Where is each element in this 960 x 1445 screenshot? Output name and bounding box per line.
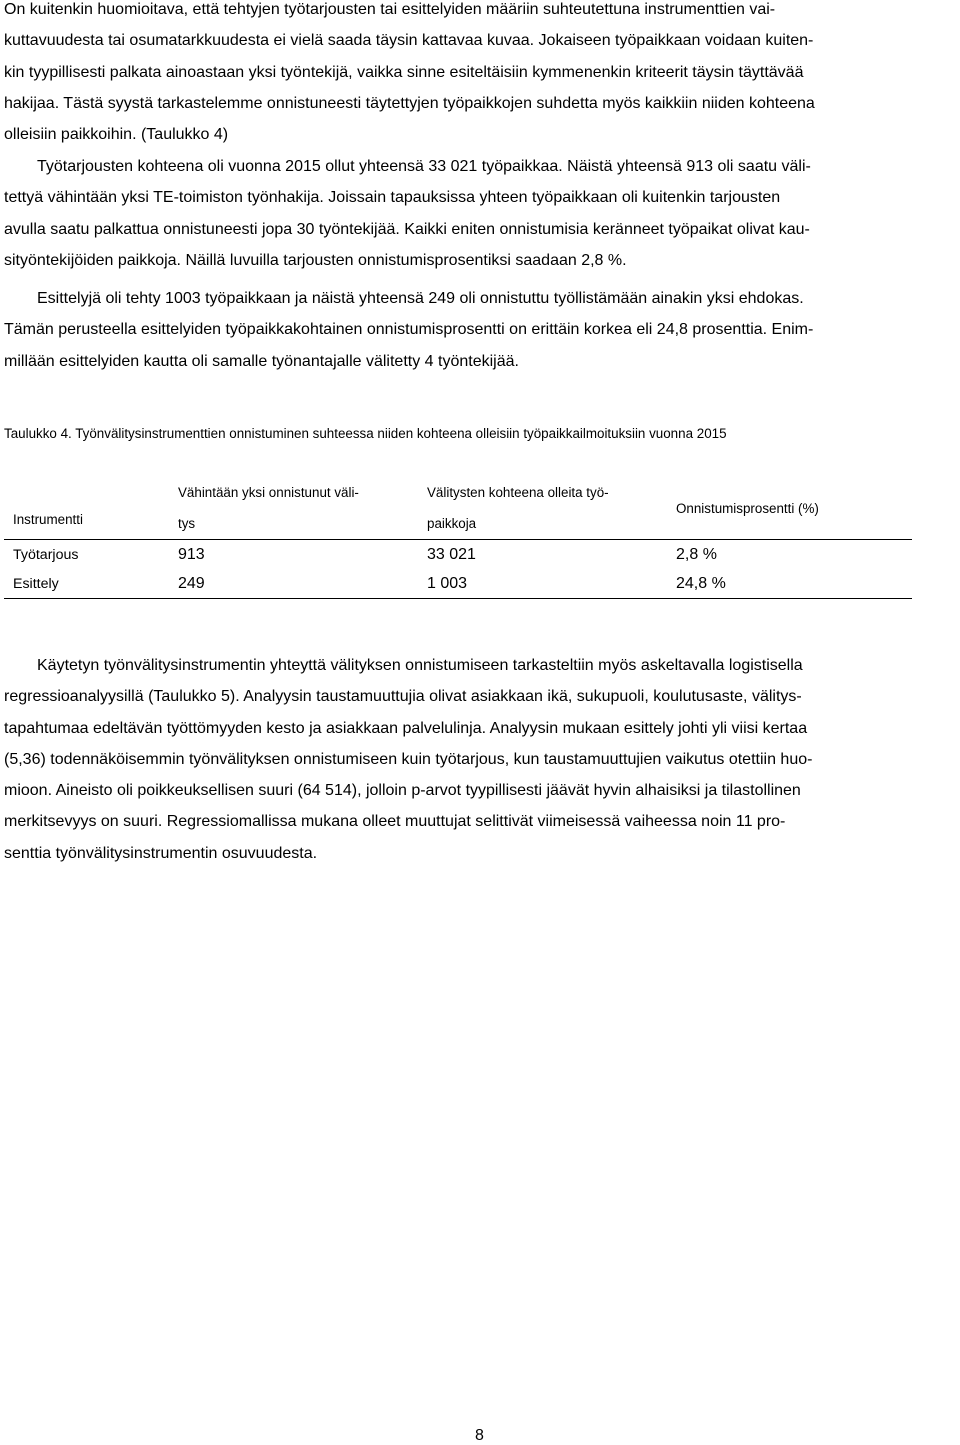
text-line: Esittelyjä oli tehty 1003 työpaikkaan ja näistä yhteensä 249 oli onnistuttu työllistämään ainakin yksi ehdokas.: [37, 290, 804, 307]
text-line: senttia työnvälitysinstrumentin osuvuudesta.: [4, 844, 318, 862]
table-header-row: [4, 477, 912, 540]
paragraph-job-offers: [4, 151, 956, 276]
text-line: avulla saatu palkattua onnistuneesti jopa 30 työntekijää. Kaikki eniten onnistumisia keränneet työpaikat olivat kau-: [4, 220, 810, 238]
cell-targets: 1 003: [418, 569, 667, 599]
text-line: olleisiin paikkoihin. (Taulukko 4): [4, 126, 229, 144]
text-line: merkitsevyys on suuri. Regressiomallissa mukana olleet muuttujat selittivät viimeisessä vaiheessa noin 11 pro-: [4, 813, 786, 831]
results-table: [4, 477, 912, 599]
column-header-percent: [667, 477, 912, 540]
text-line: tettyä vähintään yksi TE-toimiston työnhakija. Joissain tapauksissa yhteen työpaikkaan oli kuitenkin tarjousten: [4, 189, 781, 207]
cell-percent: 2,8 %: [676, 545, 717, 563]
column-header-label: Välitysten kohteena olleita työ-: [427, 485, 609, 500]
paragraph-presentations: [4, 283, 956, 377]
column-header-instrument: [4, 477, 169, 540]
text-line: Käytetyn työnvälitysinstrumentin yhteyttä välityksen onnistumiseen tarkasteltiin myös askeltavalla logistisella: [37, 657, 803, 674]
text-line: mioon. Aineisto oli poikkeuksellisen suuri (64 514), jolloin p-arvot tyypillisesti jäävät hyvin alhaisiksi ja tilastollinen: [4, 782, 801, 800]
text-line: regressioanalyysillä (Taulukko 5). Analyysin taustamuuttujia olivat asiakkaan ikä, sukupuoli, koulutusaste, välitys-: [4, 688, 802, 706]
cell-targets: 33 021: [427, 545, 476, 563]
text-line: tapahtumaa edeltävän työttömyyden kesto ja asiakkaan palvelulinja. Analyysin mukaan esittely johti yli viisi kertaa: [4, 719, 808, 737]
column-header-label: Vähintään yksi onnistunut väli-: [178, 485, 359, 500]
column-header-targets: [418, 477, 667, 540]
cell-instrument: Esittely: [4, 569, 169, 599]
text-line: Tämän perusteella esittelyiden työpaikkakohtainen onnistumisprosentti on erittäin korkea eli 24,8 prosenttia. Enim-: [4, 321, 814, 339]
text-line: kuttavuudesta tai osumatarkkuudesta ei vielä saada täysin kattavaa kuvaa. Jokaiseen työpaikkaan voidaan kuiten-: [4, 32, 814, 50]
text-line: hakijaa. Tästä syystä tarkastelemme onnistuneesti täytettyjen työpaikkojen suhdetta myös kaikkiin niiden kohteena: [4, 94, 815, 112]
text-line: sityöntekijöiden paikkoja. Näillä luvuilla tarjousten onnistumisprosentiksi saadaan 2,8 %.: [4, 251, 627, 269]
text-line: kin tyypillisesti palkata ainoastaan yksi työntekijä, vaikka sinne esiteltäisiin kymmenenkin kriteerit täysin täyttävää: [4, 63, 804, 81]
text-line: millään esittelyiden kautta oli samalle työnantajalle välitetty 4 työntekijää.: [4, 352, 519, 370]
paragraph-regression-analysis: [4, 650, 956, 869]
cell-percent: 24,8 %: [667, 569, 912, 599]
text-line: (5,36) todennäköisemmin työnvälityksen onnistumiseen kuin työtarjous, kun taustamuuttujien vaikutus otettiin huo-: [4, 750, 813, 768]
cell-success: 913: [178, 545, 205, 563]
column-header-success: [169, 477, 418, 540]
column-header-label: Instrumentti: [13, 512, 83, 527]
column-header-label: tys: [178, 516, 196, 531]
paragraph-instrument-effectiveness: [4, 0, 956, 150]
table-caption: Taulukko 4. Työnvälitysinstrumenttien onnistuminen suhteessa niiden kohteena olleisiin työpaikkailmoituksiin vuonna 2015: [4, 426, 727, 441]
text-line: Työtarjousten kohteena oli vuonna 2015 ollut yhteensä 33 021 työpaikkaa. Näistä yhteensä 913 oli saatu väli-: [37, 158, 811, 175]
cell-instrument: Työtarjous: [13, 546, 79, 563]
page-number: 8: [475, 1427, 484, 1444]
column-header-label: Onnistumisprosentti (%): [676, 500, 819, 516]
table-row: [4, 569, 912, 599]
cell-success: 249: [169, 569, 418, 599]
table-row: [4, 540, 912, 570]
text-line: On kuitenkin huomioitava, että tehtyjen työtarjousten tai esittelyiden määriin suhteutettuna instrumenttien vai-: [4, 1, 776, 18]
column-header-label: paikkoja: [427, 516, 477, 531]
